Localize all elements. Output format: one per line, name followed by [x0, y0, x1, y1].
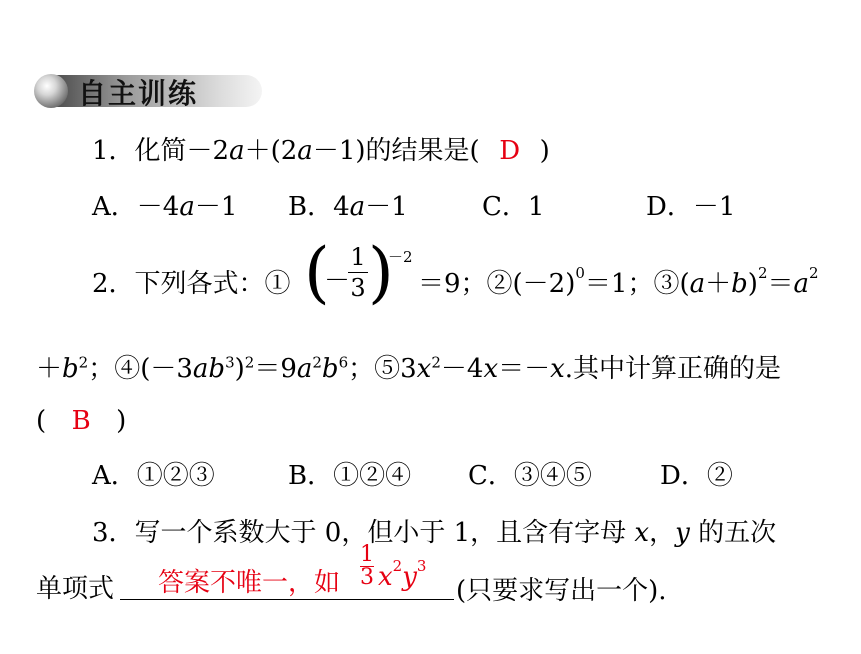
- q3-line2-tail: (只要求写出一个).: [456, 576, 667, 606]
- answer-blank-line: [120, 599, 454, 600]
- var: x: [550, 354, 565, 384]
- exponent: 0: [575, 264, 585, 283]
- exponent: 2: [244, 353, 255, 372]
- q2-line1-rest: [418, 263, 819, 300]
- q2-option-c: C．③④⑤: [468, 461, 592, 491]
- var: b: [321, 354, 339, 384]
- exponent: 2: [431, 353, 441, 372]
- q2-text: .其中计算正确的是: [564, 354, 782, 384]
- exponent: －2: [388, 248, 413, 266]
- q2-lead: 2．下列各式：①: [92, 269, 291, 299]
- var: y: [675, 518, 690, 548]
- exponent: 2: [392, 557, 403, 576]
- q1-option-d: D．－1: [646, 192, 736, 222]
- exponent: 2: [757, 264, 768, 283]
- frac-denominator: 3: [350, 274, 366, 302]
- option-label: A．－4: [92, 192, 180, 222]
- exponent: 2: [78, 353, 89, 372]
- q2-option-d: D．②: [660, 461, 733, 491]
- q2-text: ；⑤3: [348, 354, 417, 384]
- var: x: [483, 354, 499, 384]
- fraction-one-third: [348, 244, 368, 301]
- q2-line2: [36, 348, 781, 385]
- q1-text: 1．化简－2: [92, 136, 230, 166]
- q2-option-b: B．①②④: [288, 461, 412, 491]
- q2-text: ): [234, 354, 245, 384]
- q2-text: ＋: [705, 269, 732, 299]
- var: b: [731, 269, 748, 299]
- q1-text: ): [539, 136, 550, 166]
- q1-text: －1)的结果是(: [312, 136, 480, 166]
- left-paren: (: [304, 234, 330, 311]
- q2-text: ＝9: [254, 354, 297, 384]
- var: a: [229, 136, 245, 166]
- minus-sign: －: [324, 266, 351, 296]
- q2-text: ＝1；③(: [584, 269, 690, 299]
- exponent: 3: [225, 353, 235, 372]
- exponent: 3: [416, 557, 427, 576]
- frac-numerator: 1: [350, 243, 366, 271]
- option-text: －1: [365, 192, 408, 222]
- var: a: [349, 192, 366, 222]
- option-text: －1: [194, 192, 238, 222]
- q3-text: 3．写一个系数大于 0，但小于 1，且含有字母: [92, 518, 635, 548]
- right-paren: ): [368, 234, 394, 311]
- q2-text: ＋: [36, 354, 63, 384]
- question-3: [92, 512, 776, 549]
- q3-line2-lead: 单项式: [36, 574, 115, 604]
- q1-option-c: C．1: [482, 192, 545, 222]
- q2-text: (: [36, 406, 47, 436]
- q3-answer-text: 答案不唯一，如: [158, 568, 341, 598]
- q2-text: －4: [440, 354, 484, 384]
- q3-text: ，: [649, 518, 676, 548]
- q1-text: ＋(2: [244, 136, 298, 166]
- var: a: [793, 269, 810, 299]
- q2-text: ): [116, 406, 127, 436]
- var: y: [402, 562, 417, 592]
- var: a: [689, 269, 706, 299]
- exponent: 6: [338, 353, 349, 372]
- q2-answer: B: [71, 406, 91, 436]
- q2-text: ): [747, 269, 758, 299]
- option-label: B．4: [288, 192, 350, 222]
- var: x: [378, 562, 393, 592]
- var: x: [416, 354, 432, 384]
- exponent: 2: [312, 353, 322, 372]
- exponent: 2: [809, 264, 819, 283]
- q2-answer-line: [36, 406, 126, 436]
- q3-answer-fraction: [360, 542, 374, 590]
- q2-text: ；④(－3: [88, 354, 193, 384]
- sphere-icon: [34, 74, 68, 108]
- frac-numerator: 1: [360, 542, 374, 567]
- q1-option-a: [92, 186, 237, 223]
- var: a: [297, 136, 313, 166]
- q2-text: ＝9；②(－2): [418, 269, 576, 299]
- var: a: [179, 192, 195, 222]
- var: ab: [192, 354, 226, 384]
- var: a: [296, 354, 313, 384]
- frac-bar: [348, 272, 368, 273]
- q1-option-b: [288, 186, 408, 223]
- q2-text: ＝: [767, 269, 794, 299]
- section-title: 自主训练: [78, 77, 199, 110]
- var: x: [634, 518, 650, 548]
- q3-answer-expr: [378, 557, 427, 592]
- q2-text: ＝－: [498, 354, 551, 384]
- q2-option-a: A．①②③: [92, 461, 215, 491]
- frac-denominator: 3: [360, 565, 374, 590]
- q3-text: 的五次: [689, 518, 777, 548]
- q1-answer: D: [499, 136, 521, 166]
- question-1: [92, 130, 550, 167]
- var: b: [62, 354, 79, 384]
